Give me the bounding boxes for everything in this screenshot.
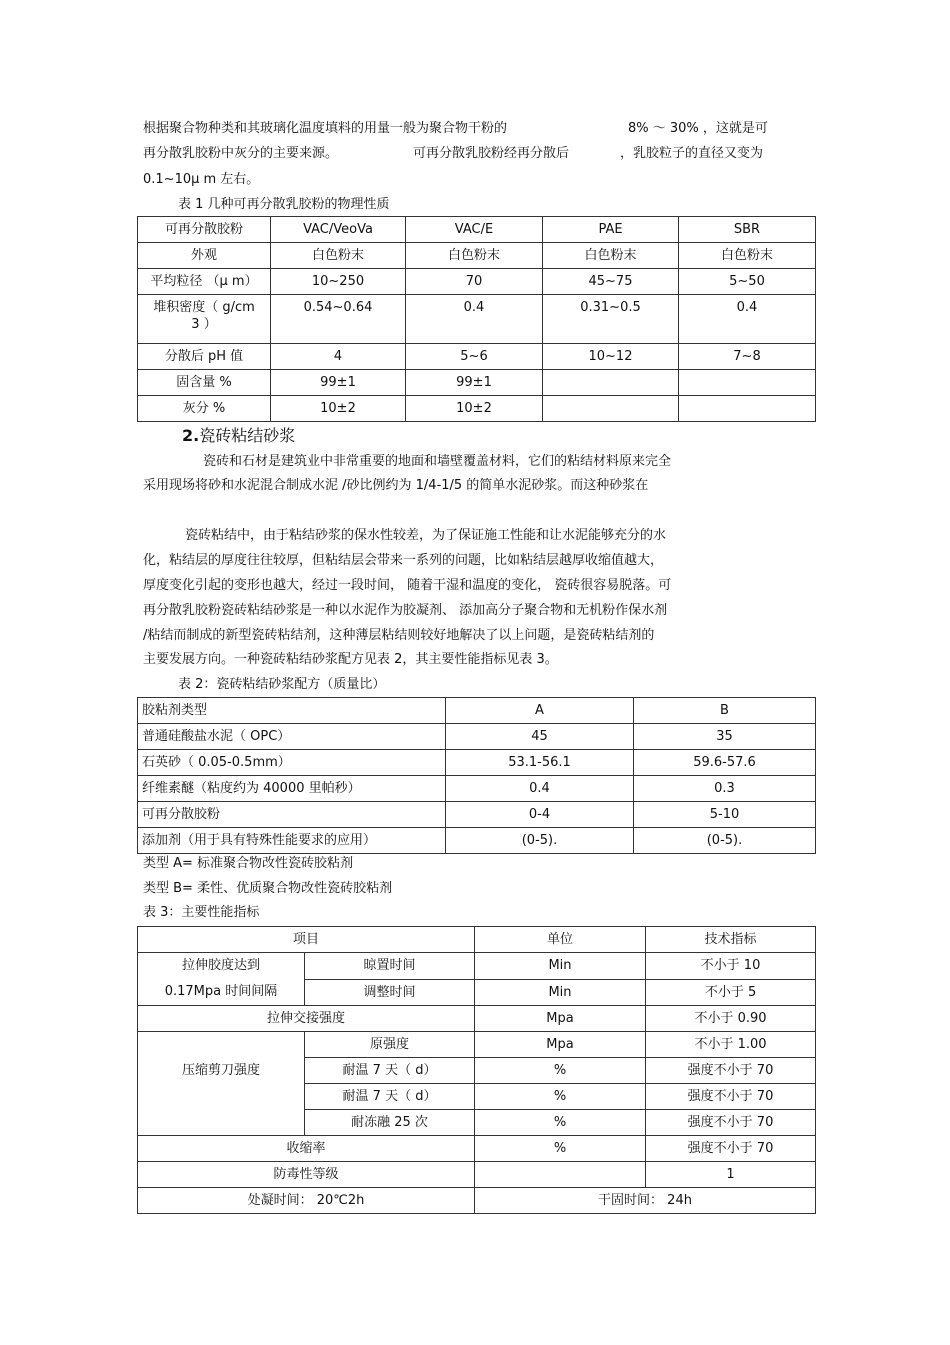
table-cell: 5-10 — [634, 802, 816, 828]
table-cell: 45~75 — [543, 269, 679, 295]
table3-caption: 表 3：主要性能指标 — [143, 905, 260, 920]
table-row — [138, 776, 816, 802]
note-type-b: 类型 B= 柔性、优质聚合物改性瓷砖胶粘剂 — [143, 881, 393, 896]
table2-header-row — [138, 698, 816, 724]
table-cell: 纤维素醚（粘度约为 40000 里帕秒） — [138, 776, 446, 802]
table-cell: 70 — [406, 269, 543, 295]
table-cell: 拉伸交接强度 — [138, 1006, 475, 1032]
table1 — [137, 216, 816, 422]
table-row — [138, 724, 816, 750]
para1-line: 采用现场将砂和水泥混合制成水泥 /砂比例约为 1/4-1/5 的简单水泥砂浆。而这种砂浆在 — [143, 478, 649, 493]
table1-caption: 表 1 几种可再分散乳胶粉的物理性质 — [178, 197, 390, 212]
table2-caption: 表 2：瓷砖粘结砂浆配方（质量比） — [178, 677, 386, 692]
table-row — [138, 1032, 816, 1058]
table-cell: 晾置时间 — [305, 953, 475, 980]
table-row — [138, 828, 816, 854]
table-cell: 强度不小于 70 — [646, 1136, 816, 1162]
table-cell: 收缩率 — [138, 1136, 475, 1162]
table-cell: 不小于 5 — [646, 979, 816, 1006]
table-cell: 强度不小于 70 — [646, 1058, 816, 1084]
para1-line: 瓷砖和石材是建筑业中非常重要的地面和墙壁覆盖材料，它们的粘结材料原来完全 — [203, 454, 672, 469]
table-cell: 原强度 — [305, 1032, 475, 1058]
table-cell: 5~50 — [679, 269, 816, 295]
table-cell: 灰分 % — [138, 396, 271, 422]
tensile-interval-line2: 0.17Mpa 时间间隔 — [164, 984, 278, 999]
table-cell: 耐温 7 天（ d） — [305, 1084, 475, 1110]
table-cell: 0.31~0.5 — [543, 295, 679, 344]
table-cell: 平均粒径 （μ m） — [138, 269, 271, 295]
table-cell: 强度不小于 70 — [646, 1084, 816, 1110]
table-cell: (0-5). — [634, 828, 816, 854]
table-cell: 不小于 10 — [646, 953, 816, 980]
table-cell: 0.4 — [446, 776, 634, 802]
table-row — [138, 1162, 816, 1188]
table-cell: 固含量 % — [138, 370, 271, 396]
table-cell: 5~6 — [406, 344, 543, 370]
table-row — [138, 953, 816, 980]
intro-line-1a: 根据聚合物种类和其玻璃化温度填料的用量一般为聚合物干粉的 — [143, 121, 508, 136]
table-row — [138, 243, 816, 269]
table-cell: 59.6-57.6 — [634, 750, 816, 776]
table-row — [138, 370, 816, 396]
table-cell — [679, 370, 816, 396]
table1-header: 可再分散胶粉 — [138, 217, 271, 243]
table-row — [138, 295, 816, 344]
table2-header: B — [634, 698, 816, 724]
table-row — [138, 1136, 816, 1162]
section-heading — [182, 427, 295, 445]
table3-header-item: 项目 — [138, 927, 475, 953]
intro-line-2a: 再分散乳胶粉中灰分的主要来源。 — [143, 146, 339, 161]
para2-line: 主要发展方向。一种瓷砖粘结砂浆配方见表 2，其主要性能指标见表 3。 — [143, 652, 558, 667]
table-cell: 强度不小于 70 — [646, 1110, 816, 1136]
table3-header-row — [138, 927, 816, 953]
table-cell — [543, 396, 679, 422]
para2-line: 化，粘结层的厚度往往较厚，但粘结层会带来一系列的问题，比如粘结层越厚收缩值越大， — [143, 553, 664, 568]
table1-header-row — [138, 217, 816, 243]
para2-line: 瓷砖粘结中，由于粘结砂浆的保水性较差，为了保证施工性能和让水泥能够充分的水 — [185, 528, 667, 543]
table-row — [138, 802, 816, 828]
table-row — [138, 344, 816, 370]
table-cell: % — [475, 1136, 646, 1162]
table1-header: SBR — [679, 217, 816, 243]
table-cell: % — [475, 1084, 646, 1110]
table-cell: 白色粉末 — [543, 243, 679, 269]
table-row — [138, 269, 816, 295]
table-cell: 可再分散胶粉 — [138, 802, 446, 828]
table-cell: 分散后 pH 值 — [138, 344, 271, 370]
table1-header: VAC/E — [406, 217, 543, 243]
table1-header: PAE — [543, 217, 679, 243]
table-cell: 调整时间 — [305, 979, 475, 1006]
para2-line: /粘结而制成的新型瓷砖粘结剂，这种薄层粘结则较好地解决了以上问题，是瓷砖粘结剂的 — [143, 628, 655, 643]
section-number: 2. — [182, 426, 200, 445]
table-row — [138, 396, 816, 422]
intro-line-2c: ，乳胶粒子的直径又变为 — [620, 146, 764, 161]
table-cell: 99±1 — [271, 370, 406, 396]
table3-header-unit: 单位 — [475, 927, 646, 953]
table-cell: 45 — [446, 724, 634, 750]
intro-line-3: 0.1~10μ m 左右。 — [143, 172, 260, 187]
table2-header: A — [446, 698, 634, 724]
intro-line-2b: 可再分散乳胶粉经再分散后 — [413, 146, 570, 161]
table-cell: 石英砂（ 0.05-0.5mm） — [138, 750, 446, 776]
table-cell: 添加剂（用于具有特殊性能要求的应用） — [138, 828, 446, 854]
table-cell: 不小于 0.90 — [646, 1006, 816, 1032]
table-cell: 0.54~0.64 — [271, 295, 406, 344]
table-cell: % — [475, 1110, 646, 1136]
table-cell: 白色粉末 — [679, 243, 816, 269]
table-cell: 99±1 — [406, 370, 543, 396]
table-cell: 防毒性等级 — [138, 1162, 475, 1188]
table-cell — [543, 370, 679, 396]
table-cell: 耐温 7 天（ d） — [305, 1058, 475, 1084]
table-row — [138, 750, 816, 776]
table-cell: 35 — [634, 724, 816, 750]
table2-header: 胶粘剂类型 — [138, 698, 446, 724]
table-cell: 白色粉末 — [406, 243, 543, 269]
table-cell: 10±2 — [271, 396, 406, 422]
table-cell: 7~8 — [679, 344, 816, 370]
table-cell: (0-5). — [446, 828, 634, 854]
table-cell: 0.4 — [679, 295, 816, 344]
table3-header-spec: 技术指标 — [646, 927, 816, 953]
table-cell: 堆积密度（ g/cm 3 ） — [138, 295, 271, 344]
table-row — [138, 1188, 816, 1214]
intro-line-1b: 8% ～ 30% ，这就是可 — [628, 121, 768, 136]
table-cell: 10~12 — [543, 344, 679, 370]
table-cell: 10~250 — [271, 269, 406, 295]
table-cell: 1 — [646, 1162, 816, 1188]
table-cell: Mpa — [475, 1032, 646, 1058]
table-cell: 普通硅酸盐水泥（ OPC） — [138, 724, 446, 750]
table-cell: % — [475, 1058, 646, 1084]
table-cell: 0.3 — [634, 776, 816, 802]
table-cell — [679, 396, 816, 422]
table-cell: 处凝时间： 20℃2h — [138, 1188, 475, 1214]
table1-header: VAC/VeoVa — [271, 217, 406, 243]
table-cell: 4 — [271, 344, 406, 370]
table-cell: 耐冻融 25 次 — [305, 1110, 475, 1136]
table-cell: 53.1-56.1 — [446, 750, 634, 776]
table2 — [137, 697, 816, 854]
table-cell: 外观 — [138, 243, 271, 269]
shear-group-label: 压缩剪刀强度 — [138, 1032, 305, 1136]
table-cell: 干固时间： 24h — [475, 1188, 816, 1214]
table-cell — [475, 1162, 646, 1188]
table-row — [138, 1006, 816, 1032]
table3 — [137, 926, 816, 1214]
table-cell: Min — [475, 979, 646, 1006]
table-cell: 0-4 — [446, 802, 634, 828]
table-cell: 10±2 — [406, 396, 543, 422]
para2-line: 再分散乳胶粉瓷砖粘结砂浆是一种以水泥作为胶凝剂、 添加高分子聚合物和无机粉作保水剂 — [143, 603, 668, 618]
table-cell: Min — [475, 953, 646, 980]
tensile-interval-group — [138, 953, 305, 1006]
tensile-interval-line1: 拉伸胶度达到 — [181, 958, 260, 973]
note-type-a: 类型 A= 标准聚合物改性瓷砖胶粘剂 — [143, 856, 354, 871]
para2-line: 厚度变化引起的变形也越大，经过一段时间， 随着干湿和温度的变化， 瓷砖很容易脱落。可 — [143, 578, 672, 593]
table-cell: 不小于 1.00 — [646, 1032, 816, 1058]
table-cell: 白色粉末 — [271, 243, 406, 269]
table-cell: Mpa — [475, 1006, 646, 1032]
table-cell: 0.4 — [406, 295, 543, 344]
section-title: 瓷砖粘结砂浆 — [199, 426, 296, 445]
